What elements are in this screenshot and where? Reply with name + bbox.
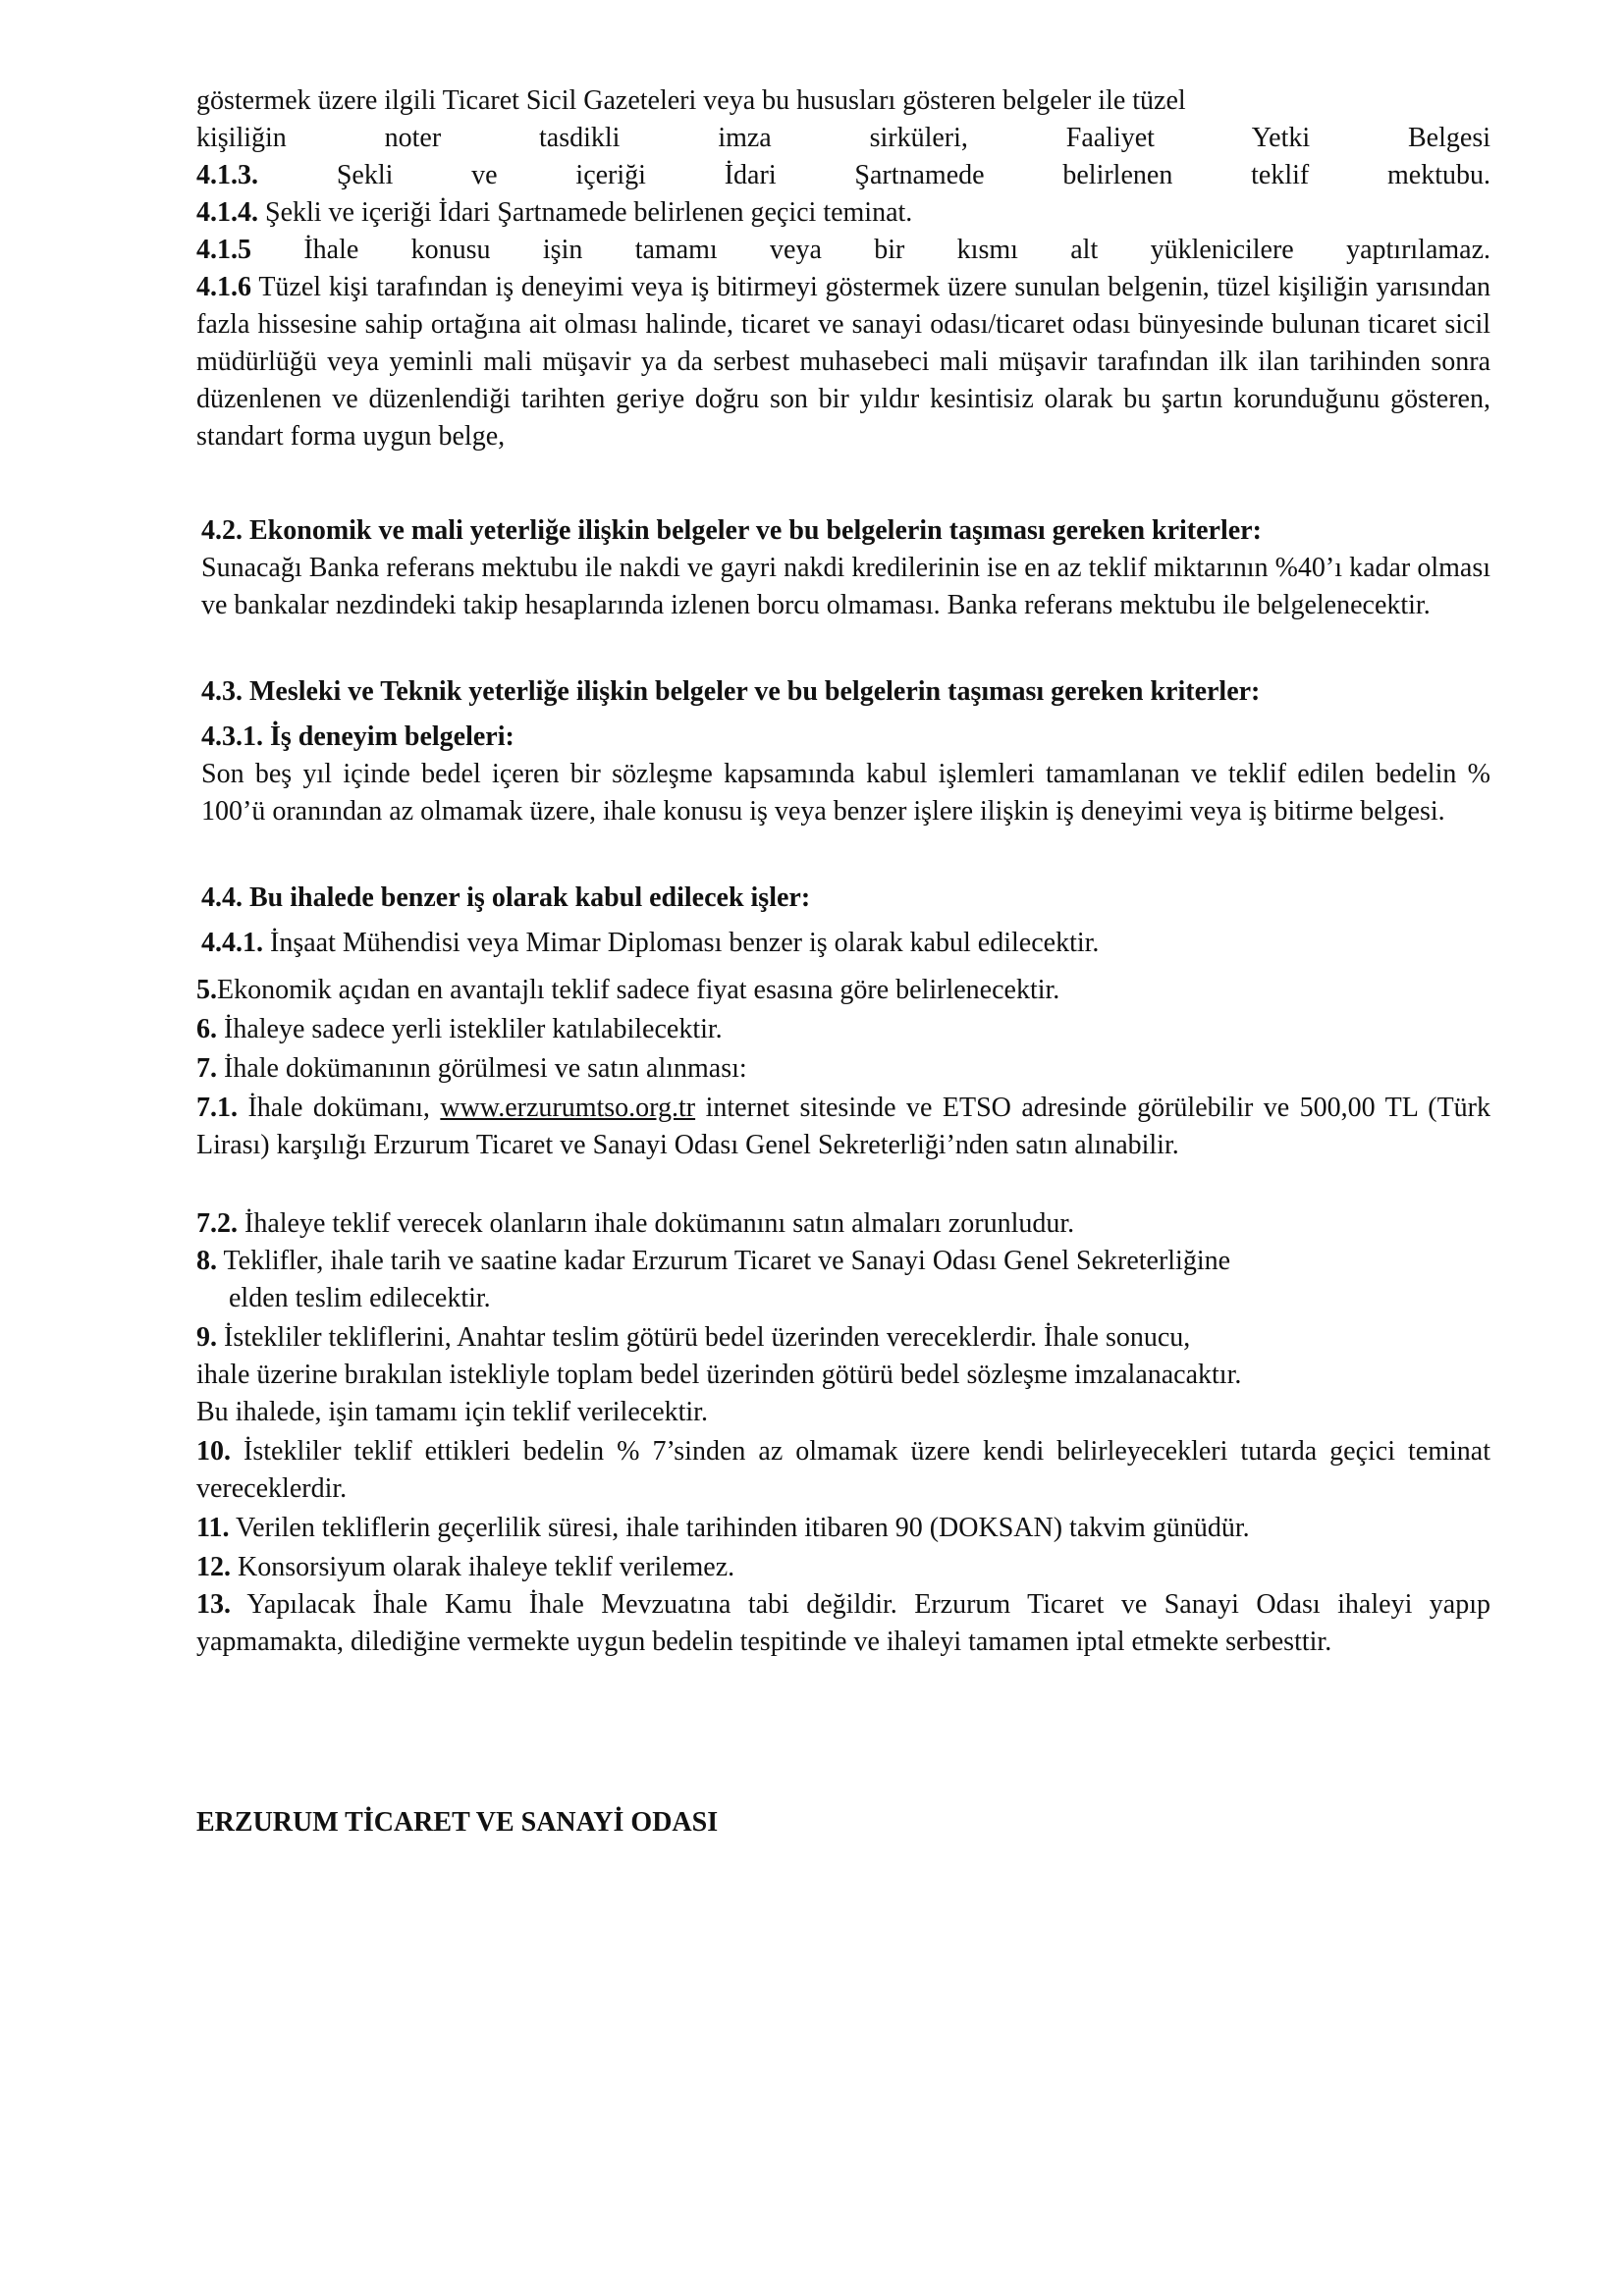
paragraph-12 [196, 1549, 1490, 1586]
item-number: 4.1.4. [196, 197, 258, 228]
paragraph-13 [196, 1586, 1490, 1661]
item-text: İhale konusu işin tamamı veya bir kısmı alt yüklenicilere yaptırılamaz. [303, 235, 1491, 265]
item-text: İstekliler tekliflerini, Anahtar teslim götürü bedel üzerinden vereceklerdir. İhale sonucu, [224, 1322, 1191, 1353]
item-text: Şekli ve içeriği İdari Şartnamede belirlenen geçici teminat. [265, 197, 913, 228]
item-text: İnşaat Mühendisi veya Mimar Diploması benzer iş olarak kabul edilecektir. [270, 928, 1100, 958]
section-4-2 [201, 512, 1490, 624]
item-number: 8. [196, 1246, 217, 1276]
item-text: İhaleye teklif verecek olanların ihale dokümanını satın almaları zorunludur. [244, 1208, 1075, 1239]
paragraph-10 [196, 1433, 1490, 1508]
item-number: 4.4.1. [201, 928, 263, 958]
paragraph-8 [196, 1243, 1490, 1317]
section-4-4 [201, 880, 1490, 917]
item-number: 5. [196, 975, 217, 1005]
item-text: ihale üzerine bırakılan istekliyle toplam bedel üzerinden götürü bedel sözleşme imzalanacaktır. [196, 1360, 1242, 1390]
paragraph-4-1-4 [196, 194, 1490, 232]
item-text: İhale dokümanı, [247, 1093, 430, 1123]
section-4-3-1 [201, 719, 1490, 830]
paragraph-9 [196, 1319, 1490, 1431]
item-number: 4.1.5 [196, 235, 251, 265]
section-heading: 4.2. Ekonomik ve mali yeterliğe ilişkin belgeler ve bu belgelerin taşıması gereken kriterler: [201, 515, 1262, 546]
paragraph-11 [196, 1510, 1490, 1547]
item-number: 10. [196, 1436, 231, 1467]
item-text-continuation: elden teslim edilecektir. [229, 1283, 491, 1313]
item-number: 7.2. [196, 1208, 238, 1239]
item-number: 11. [196, 1513, 230, 1543]
line: kişiliğin noter tasdikli imza sirküleri, Faaliyet Yetki Belgesi [196, 123, 1490, 153]
item-text: Teklifler, ihale tarih ve saatine kadar Erzurum Ticaret ve Sanayi Odası Genel Sekreterliğine [223, 1246, 1231, 1276]
item-text: Bu ihalede, işin tamamı için teklif verilecektir. [196, 1397, 708, 1427]
item-text: İhale dokümanının görülmesi ve satın alınması: [224, 1053, 747, 1084]
section-4-3 [201, 673, 1490, 711]
sub-heading: 4.3.1. İş deneyim belgeleri: [201, 721, 514, 752]
paragraph-7-2 [196, 1205, 1490, 1243]
footer-organization-name: ERZURUM TİCARET VE SANAYİ ODASI [196, 1807, 719, 1838]
item-text: Ekonomik açıdan en avantajlı teklif sadece fiyat esasına göre belirlenecektir. [217, 975, 1060, 1005]
item-number: 9. [196, 1322, 217, 1353]
item-number: 13. [196, 1589, 231, 1620]
item-number: 7.1. [196, 1093, 238, 1123]
item-number: 4.1.6 [196, 272, 251, 302]
section-text: Sunacağı Banka referans mektubu ile nakdi ve gayri nakdi kredilerinin ise en az teklif miktarının %40’ı kadar olması ve bankalar nezdindeki takip hesaplarında izlenen borcu olmaması. Banka referans mektubu ile belgelenecektir. [201, 553, 1490, 620]
item-number: 4.1.3. [196, 160, 258, 190]
website-link[interactable]: www.erzurumtso.org.tr [440, 1093, 696, 1123]
item-number: 12. [196, 1552, 231, 1582]
item-number: 6. [196, 1014, 217, 1044]
paragraph-5 [196, 972, 1490, 1009]
paragraph-4-4-1 [201, 925, 1490, 962]
item-text: İstekliler teklif ettikleri bedelin % 7’sinden az olmamak üzere kendi belirleyecekleri tutarda geçici teminat vereceklerdir. [196, 1436, 1490, 1504]
paragraph-4-1-3 [196, 157, 1490, 194]
item-text: Verilen tekliflerin geçerlilik süresi, ihale tarihinden itibaren 90 (DOKSAN) takvim günüdür. [235, 1513, 1250, 1543]
section-text: Son beş yıl içinde bedel içeren bir sözleşme kapsamında kabul işlemleri tamamlanan ve teklif edilen bedelin % 100’ü oranından az olmamak üzere, ihale konusu iş veya benzer işlere ilişkin iş deneyimi veya iş bitirme belgesi. [201, 759, 1490, 827]
item-text: Tüzel kişi tarafından iş deneyimi veya iş bitirmeyi göstermek üzere sunulan belgenin, tüzel kişiliğin yarısından fazla hissesine sahip ortağına ait olması halinde, ticaret ve sanayi odası/ticaret odası bünyesinde bulunan ticaret sicil müdürlüğü veya yeminli mali müşavir ya da serbest muhasebeci mali müşavir tarafından ilk ilan tarihinden sonra düzenlenen ve düzenlendiği tarihten geriye doğru son bir yıldır kesintisiz olarak bu şartın korunduğunu gösteren, standart forma uygun belge, [196, 272, 1490, 452]
item-text: Şekli ve içeriği İdari Şartnamede belirlenen teklif mektubu. [336, 160, 1491, 190]
item-text: Konsorsiyum olarak ihaleye teklif verilemez. [238, 1552, 735, 1582]
paragraph-4-1-6 [196, 269, 1490, 455]
item-text: Yapılacak İhale Kamu İhale Mevzuatına tabi değildir. Erzurum Ticaret ve Sanayi Odası ihaleyi yapıp yapmamakta, dilediğine vermekte uygun bedelin tespitinde ve ihaleyi tamamen iptal etmekte serbesttir. [196, 1589, 1490, 1657]
section-heading: 4.3. Mesleki ve Teknik yeterliğe ilişkin belgeler ve bu belgelerin taşıması gereken kriterler: [201, 676, 1261, 707]
paragraph-4-1-2-continuation [196, 82, 1490, 157]
item-text: İhaleye sadece yerli istekliler katılabilecektir. [224, 1014, 723, 1044]
item-number: 7. [196, 1053, 217, 1084]
paragraph-4-1-5 [196, 232, 1490, 269]
line: göstermek üzere ilgili Ticaret Sicil Gazeteleri veya bu hususları gösteren belgeler ile tüzel [196, 85, 1186, 116]
item-text: internet sitesinde ve ETSO adresinde görülebilir ve 500,00 TL (Türk Lirası) karşılığı Erzurum Ticaret ve Sanayi Odası Genel Sekreterliği’nden satın alınabilir. [196, 1093, 1491, 1160]
paragraph-7 [196, 1050, 1490, 1088]
paragraph-7-1 [196, 1090, 1490, 1164]
section-heading: 4.4. Bu ihalede benzer iş olarak kabul edilecek işler: [201, 882, 811, 913]
paragraph-6 [196, 1011, 1490, 1048]
